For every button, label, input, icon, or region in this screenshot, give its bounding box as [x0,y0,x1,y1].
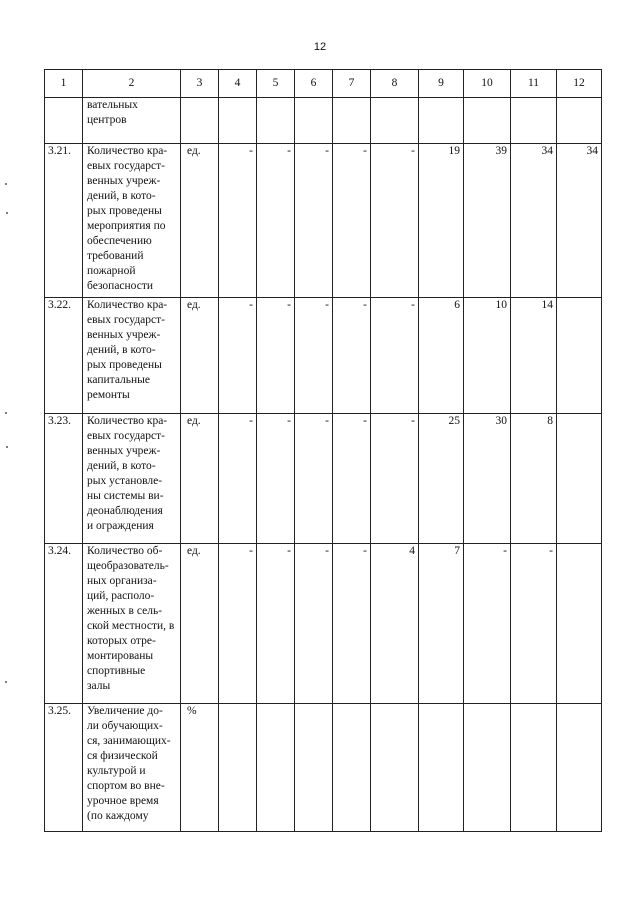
row-name-line: требований [87,250,144,262]
row-name [83,298,181,414]
value-cell [371,98,419,144]
row-name-line: ных организа- [87,575,157,587]
row-unit: ед. [181,414,219,544]
row-name-line: евых государст- [87,314,165,326]
row-code: 3.25. [45,704,83,832]
table-row [45,414,602,544]
row-name-line: центров [87,114,127,126]
row-name-line: евых государст- [87,430,165,442]
value-cell: - [464,544,511,704]
row-code: 3.24. [45,544,83,704]
row-name-line: венных учреж- [87,445,161,457]
scan-mark [6,446,8,448]
table-row [45,544,602,704]
row-name-line: спортивные [87,665,146,677]
value-cell: - [511,544,557,704]
row-name-line: женных в сель- [87,605,163,617]
header-cell: 8 [371,70,419,98]
value-cell: - [371,298,419,414]
table-row [45,298,602,414]
value-cell [333,704,371,832]
header-cell: 4 [219,70,257,98]
table-row [45,704,602,832]
scan-mark [5,681,7,683]
value-cell: 10 [464,298,511,414]
row-name-line: Количество кра- [87,415,168,427]
row-name-line: Количество кра- [87,145,168,157]
row-name-line: вательных [87,99,138,111]
value-cell: 14 [511,298,557,414]
row-name-line: обеспечению [87,235,152,247]
value-cell [464,704,511,832]
row-name-line: мероприятия по [87,220,166,232]
row-name-line: рых проведены [87,359,162,371]
value-cell: 4 [371,544,419,704]
row-name-line: ремонты [87,389,130,401]
value-cell: - [257,144,295,298]
row-name-line: ской местности, в [87,620,175,632]
header-cell: 1 [45,70,83,98]
scan-mark [5,412,7,414]
table-row [45,98,602,144]
value-cell: - [295,144,333,298]
row-name-line: ли обучающих- [87,720,163,732]
header-cell: 2 [83,70,181,98]
row-name [83,544,181,704]
row-unit: ед. [181,298,219,414]
value-cell [219,98,257,144]
page-number: 12 [313,41,327,53]
value-cell: - [219,544,257,704]
row-name-line: залы [87,680,111,692]
value-cell: 34 [511,144,557,298]
row-code: 3.21. [45,144,83,298]
row-name-line: спортом во вне- [87,780,165,792]
value-cell: - [295,544,333,704]
value-cell: - [295,298,333,414]
value-cell [257,704,295,832]
scan-mark [6,212,8,214]
row-name-line: монтированы [87,650,154,662]
row-name-line: Увеличение до- [87,705,163,717]
value-cell: - [371,414,419,544]
row-name-line: венных учреж- [87,329,161,341]
value-cell [295,704,333,832]
value-cell: - [333,298,371,414]
value-cell: 39 [464,144,511,298]
value-cell [419,98,464,144]
row-name-line: которых отре- [87,635,156,647]
row-unit: ед. [181,544,219,704]
row-name-line: венных учреж- [87,175,161,187]
header-cell: 5 [257,70,295,98]
row-code: 3.23. [45,414,83,544]
value-cell [295,98,333,144]
value-cell [333,98,371,144]
row-name-line: безопасности [87,280,154,292]
value-cell [557,704,602,832]
header-cell: 6 [295,70,333,98]
value-cell: - [295,414,333,544]
row-name [83,414,181,544]
header-cell: 3 [181,70,219,98]
value-cell: - [333,544,371,704]
value-cell [371,704,419,832]
row-name-line: (по каждому [87,810,149,822]
row-name-line: деонаблюдения [87,505,163,517]
table-row [45,144,602,298]
value-cell: - [219,414,257,544]
row-name-line: дений, в кото- [87,344,156,356]
header-cell: 7 [333,70,371,98]
row-name-line: Количество кра- [87,299,168,311]
row-code [45,98,83,144]
value-cell: - [219,298,257,414]
row-name-line: культурой и [87,765,146,777]
value-cell: 7 [419,544,464,704]
value-cell: 19 [419,144,464,298]
value-cell: 34 [557,144,602,298]
row-name-line: ны системы ви- [87,490,164,502]
scan-mark [5,183,7,185]
value-cell: - [371,144,419,298]
value-cell [557,544,602,704]
row-code: 3.22. [45,298,83,414]
value-cell: 6 [419,298,464,414]
header-cell: 10 [464,70,511,98]
value-cell [219,704,257,832]
value-cell [257,98,295,144]
value-cell: - [257,414,295,544]
row-name-line: рых установле- [87,475,163,487]
row-name [83,98,181,144]
table-header-row [45,70,602,98]
row-name-line: урочное время [87,795,159,807]
value-cell: - [257,298,295,414]
row-name-line: щеобразователь- [87,560,169,572]
row-name [83,144,181,298]
value-cell: - [333,144,371,298]
value-cell [557,298,602,414]
value-cell: - [257,544,295,704]
header-cell: 12 [557,70,602,98]
value-cell: 25 [419,414,464,544]
row-name-line: ся, занимающих- [87,735,171,747]
row-name-line: капитальные [87,374,151,386]
value-cell [464,98,511,144]
row-name-line: Количество об- [87,545,163,557]
row-name-line: дений, в кото- [87,460,156,472]
row-name-line: ций, располо- [87,590,155,602]
value-cell [557,98,602,144]
header-cell: 9 [419,70,464,98]
row-unit [181,98,219,144]
header-cell: 11 [511,70,557,98]
row-name-line: евых государст- [87,160,165,172]
row-unit: ед. [181,144,219,298]
value-cell [511,98,557,144]
row-name-line: ся физической [87,750,158,762]
value-cell [557,414,602,544]
value-cell: - [219,144,257,298]
row-name [83,704,181,832]
row-name-line: и ограждения [87,520,154,532]
value-cell: 30 [464,414,511,544]
value-cell: - [333,414,371,544]
row-name-line: дений, в кото- [87,190,156,202]
value-cell [511,704,557,832]
indicators-table [44,69,602,832]
value-cell: 8 [511,414,557,544]
row-name-line: пожарной [87,265,136,277]
row-unit: % [181,704,219,832]
row-name-line: рых проведены [87,205,162,217]
value-cell [419,704,464,832]
